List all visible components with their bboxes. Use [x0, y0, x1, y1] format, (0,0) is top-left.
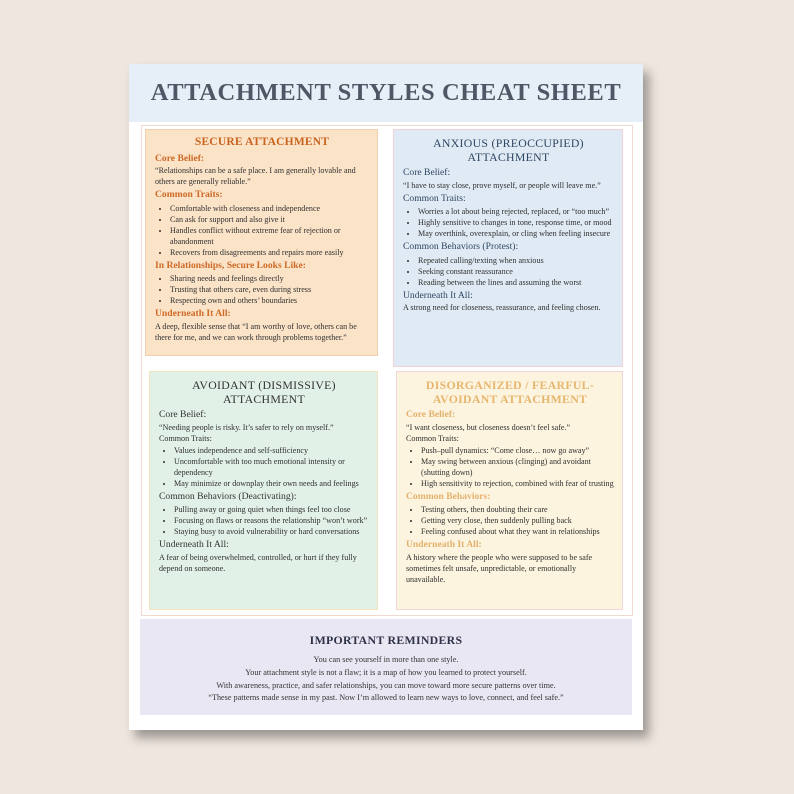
traits-label: Common Traits: [159, 433, 212, 443]
traits-label: Common Traits: [403, 192, 466, 204]
traits-list [159, 445, 369, 489]
list-item: • Handles conflict without extreme fear of rejection or abandonment [170, 225, 369, 247]
behaviors-label: Common Behaviors (Protest): [403, 241, 519, 253]
core-belief-text: “Relationships can be a safe place. I am generally lovable and others are generally reliable.” [155, 166, 356, 187]
reminder-line: “These patterns made sense in my past. Now I’m allowed to learn new ways to love, connect, and feel safe.” [208, 693, 564, 703]
reminder-line: With awareness, practice, and safer relationships, you can move toward more secure patterns over time. [216, 680, 556, 690]
list-item: • Trusting that others care, even during stress [170, 284, 369, 295]
list-item: • Comfortable with closeness and independence [170, 203, 369, 214]
behaviors-label: Common Behaviors: [406, 490, 491, 502]
core-belief-text: “I have to stay close, prove myself, or people will leave me.” [403, 180, 601, 190]
list-item: • Values independence and self-sufficiency [174, 445, 369, 456]
relationships-list [155, 273, 369, 306]
reminders-heading: IMPORTANT REMINDERS [309, 633, 463, 647]
card-heading-line: ATTACHMENT [222, 392, 305, 407]
card-heading: SECURE ATTACHMENT [194, 136, 330, 148]
list-item: • High sensitivity to rejection, combined with fear of trusting [421, 478, 614, 489]
traits-list [406, 445, 614, 489]
card-heading [406, 378, 614, 406]
underneath-text: A fear of being overwhelmed, controlled, or hurt if they fully depend on someone. [159, 552, 357, 573]
secure-attachment-card [145, 129, 378, 356]
list-item: • Highly sensitive to changes in tone, response time, or mood [418, 217, 614, 228]
traits-list [155, 203, 369, 258]
card-heading-line: AVOIDANT (DISMISSIVE) [192, 378, 336, 392]
card-heading-line: ATTACHMENT [467, 150, 550, 165]
behaviors-list [406, 504, 614, 537]
reminder-line: You can see yourself in more than one style. [313, 655, 459, 665]
behaviors-label: Common Behaviors (Deactivating): [159, 490, 297, 502]
list-item: • Feeling confused about what they want in relationships [421, 526, 614, 537]
underneath-label: Underneath It All: [155, 308, 231, 320]
list-item: • Can ask for support and also give it [170, 214, 369, 225]
list-item: • May swing between anxious (clinging) and avoidant (shutting down) [421, 456, 614, 478]
list-item: • Pulling away or going quiet when things feel too close [174, 504, 369, 515]
important-reminders [140, 619, 632, 715]
core-belief-text: “I want closeness, but closeness doesn’t feel safe.” [406, 422, 571, 432]
behaviors-list [403, 255, 614, 288]
behaviors-list [159, 504, 369, 537]
core-belief-label: Core Belief: [155, 152, 205, 164]
list-item: • Recovers from disagreements and repairs more easily [170, 247, 369, 258]
list-item: • Seeking constant reassurance [418, 266, 614, 277]
list-item: • Getting very close, then suddenly pulling back [421, 515, 614, 526]
underneath-text: A history where the people who were supposed to be safe sometimes felt unsafe, unpredictable, or emotionally unavailable. [406, 552, 593, 584]
list-item: • May overthink, overexplain, or cling when feeling insecure [418, 228, 614, 239]
page-title: ATTACHMENT STYLES CHEAT SHEET [150, 79, 622, 106]
list-item: • Worries a lot about being rejected, replaced, or “too much” [418, 206, 614, 217]
core-belief-label: Core Belief: [403, 167, 451, 179]
traits-label: Common Traits: [406, 433, 459, 443]
list-item: • May minimize or downplay their own needs and feelings [174, 478, 369, 489]
card-heading [403, 136, 614, 164]
anxious-attachment-card [393, 129, 623, 367]
list-item: • Uncomfortable with too much emotional intensity or dependency [174, 456, 369, 478]
disorganized-attachment-card [396, 371, 623, 610]
core-belief-label: Core Belief: [406, 409, 456, 421]
list-item: • Repeated calling/texting when anxious [418, 255, 614, 266]
list-item: • Testing others, then doubting their care [421, 504, 614, 515]
underneath-text: A deep, flexible sense that “I am worthy of love, others can be there for me, and we can work through problems together.” [155, 321, 357, 342]
title-band [129, 64, 643, 122]
underneath-label: Underneath It All: [159, 539, 229, 551]
card-heading [159, 378, 369, 406]
list-item: • Reading between the lines and assuming the worst [418, 277, 614, 288]
traits-label: Common Traits: [155, 189, 223, 201]
list-item: • Respecting own and others’ boundaries [170, 295, 369, 306]
list-item: • Push–pull dynamics: “Come close… now go away” [421, 445, 614, 456]
underneath-label: Underneath It All: [403, 289, 473, 301]
card-heading-line: DISORGANIZED / FEARFUL- [425, 378, 595, 392]
list-item: • Sharing needs and feelings directly [170, 273, 369, 284]
underneath-text: A strong need for closeness, reassurance, and feeling chosen. [403, 303, 601, 313]
avoidant-attachment-card [149, 371, 378, 610]
reminder-line: Your attachment style is not a flaw; it is a map of how you learned to protect yourself. [245, 667, 527, 677]
core-belief-text: “Needing people is risky. It’s safer to rely on myself.” [159, 422, 334, 432]
list-item: • Staying busy to avoid vulnerability or hard conversations [174, 526, 369, 537]
relationships-label: In Relationships, Secure Looks Like: [155, 259, 306, 271]
underneath-label: Underneath It All: [406, 539, 482, 551]
traits-list [403, 206, 614, 239]
card-heading-line: ANXIOUS (PREOCCUPIED) [433, 136, 584, 150]
list-item: • Focusing on flaws or reasons the relationship “won’t work” [174, 515, 369, 526]
card-heading-line: AVOIDANT ATTACHMENT [432, 392, 588, 407]
cheat-sheet [129, 64, 643, 730]
core-belief-label: Core Belief: [159, 409, 207, 421]
